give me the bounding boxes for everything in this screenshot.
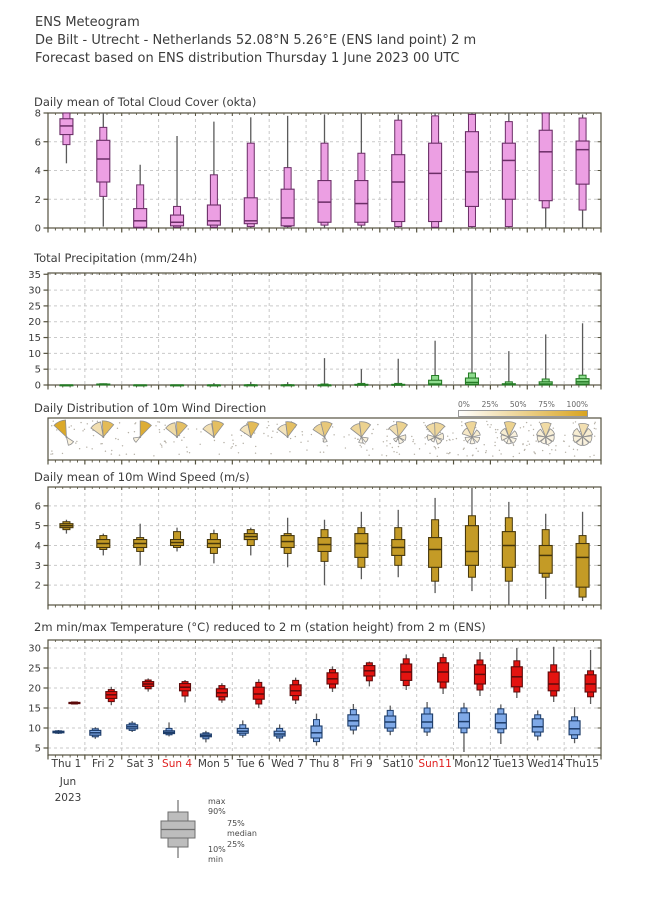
legend-75pct-label: 75% [227, 819, 245, 828]
x-axis-day-label: Tue 6 [236, 758, 265, 770]
wind-legend-100: 100% [566, 400, 588, 409]
svg-text:2: 2 [34, 194, 41, 206]
svg-text:15: 15 [28, 333, 41, 345]
x-axis-day-label: Thu 1 [51, 758, 82, 770]
wind-direction-panel-title: Daily Distribution of 10m Wind Direction [34, 401, 267, 415]
x-axis-day-label: Sat 3 [126, 758, 154, 770]
legend-25pct-label: 25% [227, 840, 245, 849]
x-axis-day-label: Mon 5 [197, 758, 230, 770]
svg-text:6: 6 [34, 501, 41, 513]
wind-legend-75: 75% [538, 400, 555, 409]
legend-max-label: max [208, 797, 226, 806]
svg-text:5: 5 [34, 521, 41, 533]
temperature-chart [28, 640, 601, 760]
x-axis-day-label: Wed 7 [271, 758, 305, 770]
wind-direction-chart [48, 418, 601, 465]
x-axis-day-label: Sun 4 [162, 758, 193, 770]
svg-text:10: 10 [28, 348, 41, 360]
x-axis-day-label: Sun11 [418, 758, 452, 770]
svg-text:30: 30 [28, 285, 41, 297]
x-axis-day-label: Thu 8 [309, 758, 340, 770]
legend-90pct-label: 90% [208, 807, 226, 816]
svg-text:35: 35 [28, 269, 41, 281]
svg-text:10: 10 [28, 723, 41, 735]
box-plot-legend-glyph [161, 800, 195, 858]
svg-text:20: 20 [28, 683, 41, 695]
svg-text:0: 0 [34, 223, 41, 235]
page-title: ENS Meteogram [35, 15, 140, 30]
x-axis-day-label: Sat10 [382, 758, 414, 770]
cloud-cover-chart [35, 109, 601, 235]
svg-text:30: 30 [28, 643, 41, 655]
svg-text:3: 3 [34, 560, 41, 572]
x-axis-day-label: Tue13 [493, 758, 525, 770]
temperature-panel-title: 2m min/max Temperature (°C) reduced to 2 m (station height) from 2 m (ENS) [34, 620, 486, 634]
svg-text:5: 5 [34, 364, 41, 376]
cloud-cover-panel-title: Daily mean of Total Cloud Cover (okta) [34, 95, 257, 109]
wind-speed-panel-title: Daily mean of 10m Wind Speed (m/s) [34, 470, 250, 484]
x-axis-day-label: Fri 2 [92, 758, 115, 770]
legend-median-label: median [227, 829, 257, 838]
x-axis-month-label: Jun [59, 776, 77, 788]
x-axis-day-label: Mon12 [454, 758, 490, 770]
legend-min-label: min [208, 855, 224, 864]
precipitation-chart [28, 270, 601, 392]
forecast-subtitle: Forecast based on ENS distribution Thursday 1 June 2023 00 UTC [35, 51, 460, 66]
svg-text:2: 2 [34, 580, 41, 592]
wind-legend-25: 25% [481, 400, 499, 409]
x-axis-day-label: Fri 9 [350, 758, 373, 770]
x-axis-day-label: Thu15 [566, 758, 600, 770]
svg-text:20: 20 [28, 317, 41, 329]
location-subtitle: De Bilt - Utrecht - Netherlands 52.08°N 5.26°E (ENS land point) 2 m [35, 33, 477, 48]
svg-text:5: 5 [34, 743, 41, 755]
svg-text:15: 15 [28, 703, 41, 715]
wind-speed-chart [35, 487, 601, 610]
x-axis-day-label: Wed14 [527, 758, 564, 770]
legend-10pct-label: 10% [208, 845, 226, 854]
wind-legend-0: 0% [458, 400, 470, 409]
wind-legend-50: 50% [509, 400, 527, 409]
svg-text:4: 4 [34, 541, 41, 553]
svg-text:6: 6 [34, 137, 41, 149]
precipitation-panel-title: Total Precipitation (mm/24h) [34, 251, 198, 265]
svg-text:8: 8 [34, 108, 41, 120]
svg-text:25: 25 [28, 663, 41, 675]
svg-text:4: 4 [34, 166, 41, 177]
svg-text:25: 25 [28, 301, 41, 313]
svg-text:0: 0 [34, 380, 41, 392]
x-axis-year-label: 2023 [54, 792, 82, 804]
